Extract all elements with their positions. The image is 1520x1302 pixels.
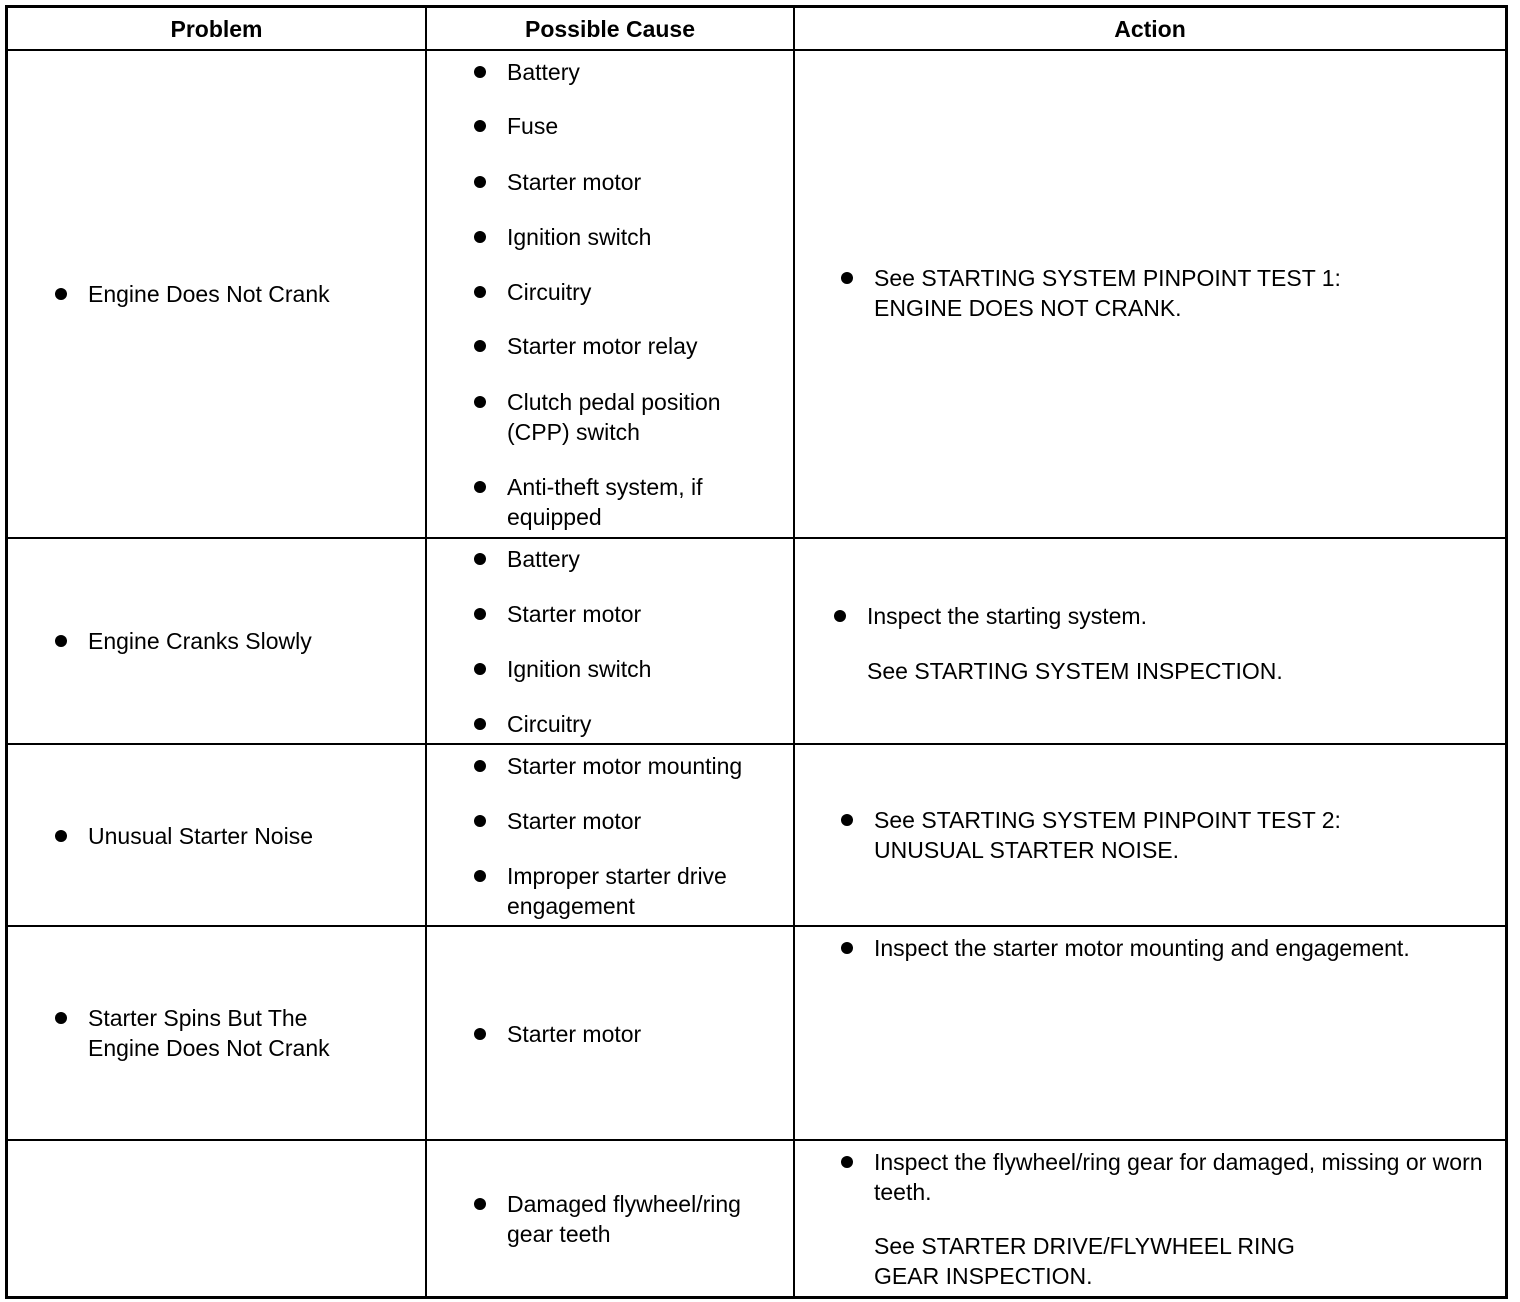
- cause-item: Ignition switch: [474, 654, 807, 684]
- header-possible-cause: Possible Cause: [524, 16, 696, 42]
- action-note: See STARTER DRIVE/FLYWHEEL RING GEAR INSPECTION.: [874, 1233, 1295, 1289]
- row-divider: [8, 743, 1505, 745]
- troubleshooting-table: [5, 5, 1508, 1299]
- cause-item: Anti-theft system, if equipped: [474, 472, 777, 532]
- action-item: Inspect the starting system.: [834, 601, 1467, 631]
- problem-unusual-starter-noise: Unusual Starter Noise: [55, 821, 428, 851]
- action-item: Inspect the starter motor mounting and engagement.: [841, 933, 1514, 963]
- row-divider: [8, 1139, 1505, 1141]
- action-item: See STARTING SYSTEM PINPOINT TEST 2: UNUSUAL STARTER NOISE.: [841, 805, 1434, 865]
- cause-item: Battery: [474, 57, 807, 87]
- cause-item: Circuitry: [474, 277, 807, 307]
- cause-item: Damaged flywheel/ring gear teeth: [474, 1189, 787, 1249]
- action-note: See STARTING SYSTEM INSPECTION.: [867, 658, 1283, 684]
- row-divider: [8, 925, 1505, 927]
- cause-item: Ignition switch: [474, 222, 807, 252]
- header-problem: Problem: [170, 16, 263, 42]
- cause-item: Starter motor relay: [474, 331, 807, 361]
- problem-starter-spins: Starter Spins But The Engine Does Not Crank: [55, 1003, 368, 1063]
- cause-item: Improper starter drive engagement: [474, 861, 787, 921]
- column-divider: [793, 8, 795, 1296]
- cause-item: Starter motor: [474, 167, 807, 197]
- cause-item: Battery: [474, 544, 807, 574]
- problem-engine-does-not-crank: Engine Does Not Crank: [55, 279, 428, 309]
- cause-item: Circuitry: [474, 709, 807, 739]
- action-item: Inspect the flywheel/ring gear for damaged, missing or worn teeth.: [841, 1147, 1494, 1207]
- cause-item: Starter motor mounting: [474, 751, 817, 781]
- problem-engine-cranks-slowly: Engine Cranks Slowly: [55, 626, 428, 656]
- row-divider: [8, 537, 1505, 539]
- header-action: Action: [1114, 16, 1186, 42]
- cause-item: Starter motor: [474, 806, 807, 836]
- cause-item: Fuse: [474, 111, 807, 141]
- action-item: See STARTING SYSTEM PINPOINT TEST 1: ENGINE DOES NOT CRANK.: [841, 263, 1434, 323]
- cause-item: Starter motor: [474, 1019, 807, 1049]
- cause-item: Starter motor: [474, 599, 807, 629]
- cause-item: Clutch pedal position (CPP) switch: [474, 387, 777, 447]
